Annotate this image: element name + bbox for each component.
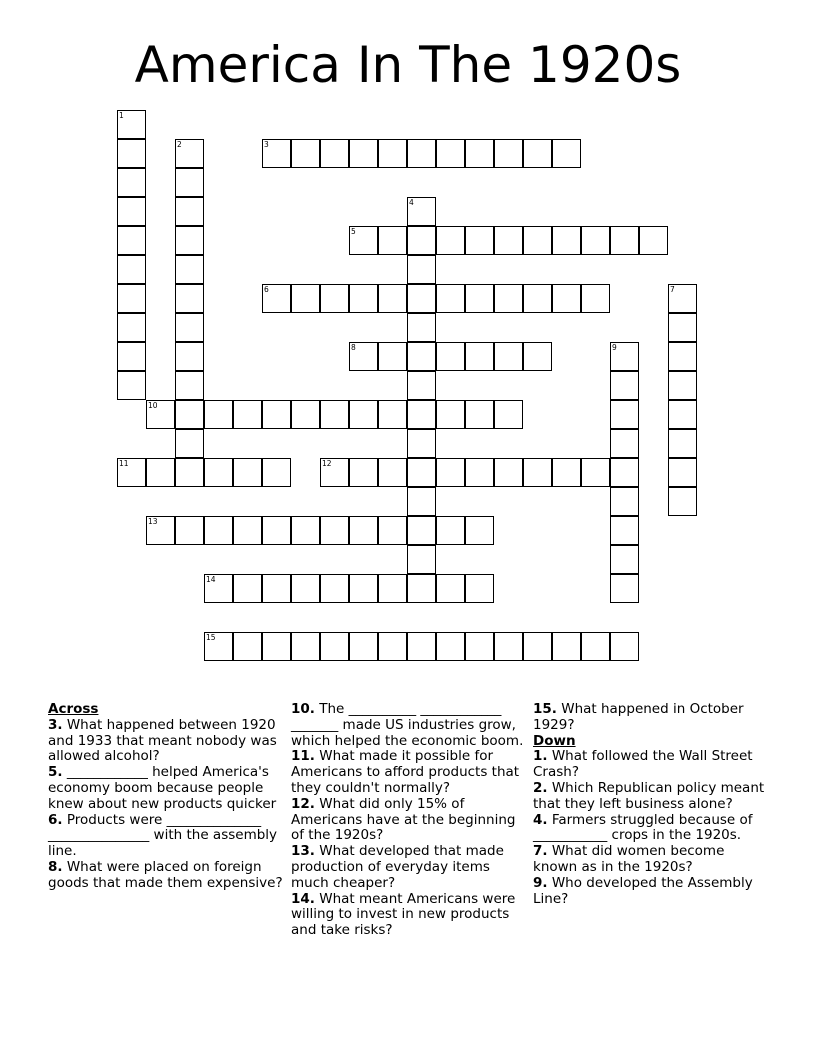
across-clue-5 bbox=[48, 765, 284, 812]
cell-number: 13 bbox=[148, 517, 158, 526]
grid-cell[interactable] bbox=[407, 429, 436, 458]
cell-number: 4 bbox=[409, 198, 414, 207]
grid-cell[interactable] bbox=[610, 545, 639, 574]
grid-cell[interactable] bbox=[349, 458, 378, 487]
grid-cell[interactable] bbox=[233, 632, 262, 661]
down-clue-2 bbox=[533, 781, 769, 813]
grid-cell[interactable] bbox=[581, 632, 610, 661]
clue-column-2 bbox=[291, 702, 527, 939]
grid-cell[interactable] bbox=[407, 226, 436, 255]
grid-cell[interactable] bbox=[262, 516, 291, 545]
grid-cell[interactable] bbox=[407, 342, 436, 371]
clue-number: 3. bbox=[48, 716, 63, 733]
grid-cell[interactable] bbox=[465, 226, 494, 255]
grid-cell[interactable] bbox=[407, 284, 436, 313]
grid-cell[interactable] bbox=[465, 516, 494, 545]
grid-cell[interactable] bbox=[146, 458, 175, 487]
grid-cell[interactable] bbox=[610, 516, 639, 545]
grid-cell[interactable] bbox=[407, 400, 436, 429]
grid-cell[interactable] bbox=[291, 400, 320, 429]
grid-cell[interactable] bbox=[349, 516, 378, 545]
grid-cell[interactable] bbox=[436, 516, 465, 545]
grid-cell[interactable] bbox=[668, 487, 697, 516]
grid-cell[interactable] bbox=[233, 574, 262, 603]
grid-cell[interactable] bbox=[204, 458, 233, 487]
grid-cell[interactable] bbox=[204, 632, 233, 661]
clue-number: 15. bbox=[533, 701, 557, 717]
grid-cell[interactable] bbox=[175, 284, 204, 313]
grid-cell[interactable] bbox=[349, 632, 378, 661]
grid-cell[interactable] bbox=[494, 226, 523, 255]
grid-cell[interactable] bbox=[494, 342, 523, 371]
grid-cell[interactable] bbox=[494, 632, 523, 661]
cell-number: 6 bbox=[264, 285, 269, 294]
across-clue-12 bbox=[291, 797, 527, 844]
cell-number: 1 bbox=[119, 111, 124, 120]
clue-text: What did only 15% of Americans have at the beginning of the 1920s? bbox=[291, 795, 516, 844]
grid-cell[interactable] bbox=[407, 516, 436, 545]
down-clue-9 bbox=[533, 876, 769, 908]
clue-text: What made it possible for Americans to afford products that they couldn't normally? bbox=[291, 748, 520, 796]
grid-cell[interactable] bbox=[320, 516, 349, 545]
grid-cell[interactable] bbox=[523, 226, 552, 255]
grid-cell[interactable] bbox=[407, 545, 436, 574]
grid-cell[interactable] bbox=[581, 226, 610, 255]
grid-cell[interactable] bbox=[175, 255, 204, 284]
across-clue-3 bbox=[48, 718, 284, 765]
grid-cell[interactable] bbox=[117, 139, 146, 168]
grid-cell[interactable] bbox=[262, 458, 291, 487]
grid-cell[interactable] bbox=[378, 139, 407, 168]
clue-text: The __________ ____________ _______ made US industries grow, which helped the economic boom. bbox=[291, 701, 524, 749]
across-clue-11 bbox=[291, 749, 527, 796]
across-clue-10 bbox=[291, 702, 527, 749]
grid-cell[interactable] bbox=[175, 139, 204, 168]
grid-cell[interactable] bbox=[465, 284, 494, 313]
grid-cell[interactable] bbox=[436, 139, 465, 168]
grid-cell[interactable] bbox=[262, 284, 291, 313]
grid-cell[interactable] bbox=[262, 632, 291, 661]
grid-cell[interactable] bbox=[523, 342, 552, 371]
clue-text: Who developed the Assembly Line? bbox=[533, 874, 753, 907]
clue-text: What followed the Wall Street Crash? bbox=[533, 748, 753, 781]
grid-cell[interactable] bbox=[349, 574, 378, 603]
grid-cell[interactable] bbox=[552, 284, 581, 313]
grid-cell[interactable] bbox=[494, 400, 523, 429]
clue-text: Which Republican policy meant that they left business alone? bbox=[533, 779, 765, 812]
grid-cell[interactable] bbox=[668, 429, 697, 458]
across-clue-6 bbox=[48, 813, 284, 860]
grid-cell[interactable] bbox=[320, 458, 349, 487]
grid-cell[interactable] bbox=[378, 458, 407, 487]
across-clue-14 bbox=[291, 892, 527, 939]
grid-cell[interactable] bbox=[204, 400, 233, 429]
grid-cell[interactable] bbox=[146, 516, 175, 545]
clue-column-3 bbox=[533, 702, 769, 907]
grid-cell[interactable] bbox=[117, 342, 146, 371]
grid-cell[interactable] bbox=[668, 400, 697, 429]
grid-cell[interactable] bbox=[523, 139, 552, 168]
grid-cell[interactable] bbox=[494, 458, 523, 487]
grid-cell[interactable] bbox=[610, 487, 639, 516]
clue-number: 9. bbox=[533, 874, 548, 891]
grid-cell[interactable] bbox=[117, 458, 146, 487]
grid-cell[interactable] bbox=[407, 632, 436, 661]
grid-cell[interactable] bbox=[175, 371, 204, 400]
grid-cell[interactable] bbox=[320, 139, 349, 168]
grid-cell[interactable] bbox=[349, 226, 378, 255]
grid-cell[interactable] bbox=[117, 226, 146, 255]
cell-number: 9 bbox=[612, 343, 617, 352]
across-heading: Across bbox=[48, 701, 99, 717]
grid-cell[interactable] bbox=[262, 139, 291, 168]
grid-cell[interactable] bbox=[523, 458, 552, 487]
down-clue-4 bbox=[533, 813, 769, 845]
grid-cell[interactable] bbox=[117, 197, 146, 226]
clue-number: 11. bbox=[291, 748, 315, 765]
grid-cell[interactable] bbox=[175, 168, 204, 197]
grid-cell[interactable] bbox=[552, 226, 581, 255]
grid-cell[interactable] bbox=[465, 342, 494, 371]
grid-cell[interactable] bbox=[204, 574, 233, 603]
grid-cell[interactable] bbox=[117, 110, 146, 139]
grid-cell[interactable] bbox=[233, 516, 262, 545]
grid-cell[interactable] bbox=[117, 255, 146, 284]
grid-cell[interactable] bbox=[581, 458, 610, 487]
grid-cell[interactable] bbox=[465, 139, 494, 168]
across-clue-15 bbox=[533, 702, 769, 734]
clue-number: 1. bbox=[533, 748, 548, 765]
grid-cell[interactable] bbox=[175, 400, 204, 429]
grid-cell[interactable] bbox=[407, 139, 436, 168]
grid-cell[interactable] bbox=[523, 632, 552, 661]
across-clue-13 bbox=[291, 844, 527, 891]
clue-number: 13. bbox=[291, 843, 315, 860]
grid-cell[interactable] bbox=[407, 458, 436, 487]
clue-text: What happened in October 1929? bbox=[533, 701, 744, 733]
grid-cell[interactable] bbox=[436, 458, 465, 487]
grid-cell[interactable] bbox=[175, 458, 204, 487]
cell-number: 2 bbox=[177, 140, 182, 149]
grid-cell[interactable] bbox=[610, 371, 639, 400]
clue-text: What happened between 1920 and 1933 that meant nobody was allowed alcohol? bbox=[48, 716, 277, 765]
grid-cell[interactable] bbox=[320, 400, 349, 429]
clue-number: 2. bbox=[533, 779, 548, 796]
grid-cell[interactable] bbox=[668, 458, 697, 487]
clue-number: 10. bbox=[291, 701, 315, 717]
grid-cell[interactable] bbox=[552, 139, 581, 168]
grid-cell[interactable] bbox=[175, 197, 204, 226]
cell-number: 15 bbox=[206, 633, 216, 642]
grid-cell[interactable] bbox=[291, 516, 320, 545]
grid-cell[interactable] bbox=[233, 458, 262, 487]
grid-cell[interactable] bbox=[436, 226, 465, 255]
grid-cell[interactable] bbox=[378, 516, 407, 545]
cell-number: 14 bbox=[206, 575, 216, 584]
clue-number: 14. bbox=[291, 890, 315, 907]
grid-cell[interactable] bbox=[436, 284, 465, 313]
cell-number: 3 bbox=[264, 140, 269, 149]
cell-number: 8 bbox=[351, 343, 356, 352]
grid-cell[interactable] bbox=[494, 284, 523, 313]
grid-cell[interactable] bbox=[407, 197, 436, 226]
grid-cell[interactable] bbox=[407, 487, 436, 516]
grid-cell[interactable] bbox=[407, 371, 436, 400]
grid-cell[interactable] bbox=[291, 574, 320, 603]
cell-number: 7 bbox=[670, 285, 675, 294]
grid-cell[interactable] bbox=[610, 342, 639, 371]
grid-cell[interactable] bbox=[465, 400, 494, 429]
clue-number: 7. bbox=[533, 843, 548, 860]
grid-cell[interactable] bbox=[320, 284, 349, 313]
grid-cell[interactable] bbox=[378, 400, 407, 429]
grid-cell[interactable] bbox=[494, 139, 523, 168]
grid-cell[interactable] bbox=[668, 342, 697, 371]
cell-number: 10 bbox=[148, 401, 158, 410]
grid-cell[interactable] bbox=[175, 226, 204, 255]
down-clue-1 bbox=[533, 749, 769, 781]
grid-cell[interactable] bbox=[175, 313, 204, 342]
grid-cell[interactable] bbox=[117, 284, 146, 313]
grid-cell[interactable] bbox=[175, 342, 204, 371]
grid-cell[interactable] bbox=[262, 574, 291, 603]
grid-cell[interactable] bbox=[436, 632, 465, 661]
cell-number: 5 bbox=[351, 227, 356, 236]
grid-cell[interactable] bbox=[552, 458, 581, 487]
grid-cell[interactable] bbox=[378, 574, 407, 603]
grid-cell[interactable] bbox=[407, 313, 436, 342]
grid-cell[interactable] bbox=[349, 284, 378, 313]
across-clue-8 bbox=[48, 860, 284, 892]
grid-cell[interactable] bbox=[117, 313, 146, 342]
grid-cell[interactable] bbox=[117, 168, 146, 197]
grid-cell[interactable] bbox=[349, 342, 378, 371]
grid-cell[interactable] bbox=[610, 632, 639, 661]
grid-cell[interactable] bbox=[639, 226, 668, 255]
grid-cell[interactable] bbox=[436, 574, 465, 603]
grid-cell[interactable] bbox=[378, 342, 407, 371]
clue-column-1 bbox=[48, 702, 284, 892]
grid-cell[interactable] bbox=[117, 371, 146, 400]
grid-cell[interactable] bbox=[581, 284, 610, 313]
grid-cell[interactable] bbox=[465, 574, 494, 603]
page-title: America In The 1920s bbox=[134, 36, 682, 94]
grid-cell[interactable] bbox=[291, 139, 320, 168]
cell-number: 11 bbox=[119, 459, 129, 468]
cell-number: 12 bbox=[322, 459, 332, 468]
grid-cell[interactable] bbox=[465, 632, 494, 661]
grid-cell[interactable] bbox=[610, 574, 639, 603]
grid-cell[interactable] bbox=[407, 574, 436, 603]
clue-text: Farmers struggled because of ___________ crops in the 1920s. bbox=[533, 811, 753, 844]
grid-cell[interactable] bbox=[610, 458, 639, 487]
grid-cell[interactable] bbox=[668, 371, 697, 400]
grid-cell[interactable] bbox=[407, 255, 436, 284]
clue-text: ____________ helped America's economy boom because people knew about new products quicker bbox=[48, 764, 277, 812]
grid-cell[interactable] bbox=[291, 284, 320, 313]
grid-cell[interactable] bbox=[610, 400, 639, 429]
clue-number: 5. bbox=[48, 764, 63, 781]
grid-cell[interactable] bbox=[668, 284, 697, 313]
grid-cell[interactable] bbox=[175, 429, 204, 458]
clue-text: What developed that made production of everyday items much cheaper? bbox=[291, 843, 504, 891]
clue-text: What were placed on foreign goods that made them expensive? bbox=[48, 858, 283, 891]
grid-cell[interactable] bbox=[262, 400, 291, 429]
grid-cell[interactable] bbox=[233, 400, 262, 429]
grid-cell[interactable] bbox=[610, 226, 639, 255]
clue-number: 4. bbox=[533, 811, 548, 828]
grid-cell[interactable] bbox=[175, 516, 204, 545]
grid-cell[interactable] bbox=[436, 342, 465, 371]
clue-number: 8. bbox=[48, 858, 63, 875]
clue-text: What did women become known as in the 1920s? bbox=[533, 843, 725, 875]
grid-cell[interactable] bbox=[668, 313, 697, 342]
grid-cell[interactable] bbox=[204, 516, 233, 545]
grid-cell[interactable] bbox=[552, 632, 581, 661]
grid-cell[interactable] bbox=[378, 632, 407, 661]
clue-number: 6. bbox=[48, 811, 63, 828]
grid-cell[interactable] bbox=[523, 284, 552, 313]
down-clue-7 bbox=[533, 844, 769, 876]
clue-text: Products were ______________ _______________ with the assembly line. bbox=[48, 811, 278, 860]
clue-number: 12. bbox=[291, 795, 315, 812]
clue-text: What meant Americans were willing to invest in new products and take risks? bbox=[291, 890, 516, 939]
grid-cell[interactable] bbox=[378, 284, 407, 313]
grid-cell[interactable] bbox=[349, 139, 378, 168]
grid-cell[interactable] bbox=[378, 226, 407, 255]
grid-cell[interactable] bbox=[146, 400, 175, 429]
down-heading: Down bbox=[533, 732, 576, 749]
grid-cell[interactable] bbox=[320, 574, 349, 603]
grid-cell[interactable] bbox=[349, 400, 378, 429]
grid-cell[interactable] bbox=[291, 632, 320, 661]
grid-cell[interactable] bbox=[610, 429, 639, 458]
grid-cell[interactable] bbox=[436, 400, 465, 429]
grid-cell[interactable] bbox=[465, 458, 494, 487]
grid-cell[interactable] bbox=[320, 632, 349, 661]
